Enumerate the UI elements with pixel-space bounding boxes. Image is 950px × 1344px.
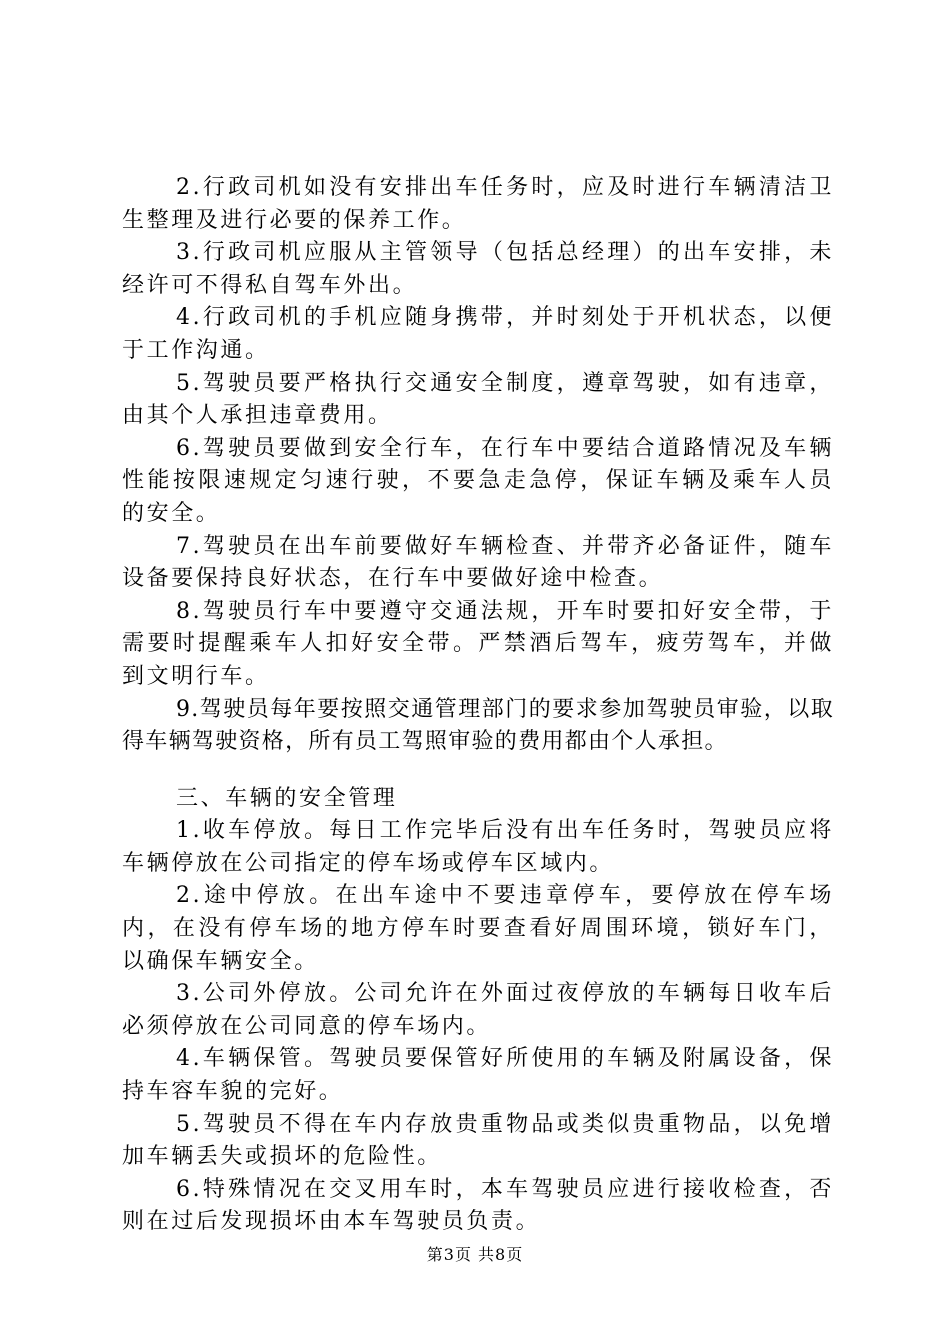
section-three-item-2: 2.途中停放。在出车途中不要违章停车，要停放在停车场内，在没有停车场的地方停车时要查看好周围环境，锁好车门，以确保车辆安全。 bbox=[122, 883, 834, 974]
section-three-item-6: 6.特殊情况在交叉用车时，本车驾驶员应进行接收检查，否则在过后发现损坏由本车驾驶员负责。 bbox=[122, 1176, 834, 1235]
section-three-item-5: 5.驾驶员不得在车内存放贵重物品或类似贵重物品，以免增加车辆丢失或损坏的危险性。 bbox=[122, 1111, 834, 1170]
section-gap bbox=[122, 759, 834, 783]
section-two-item-7: 7.驾驶员在出车前要做好车辆检查、并带齐必备证件，随车设备要保持良好状态，在行车中要做好途中检查。 bbox=[122, 533, 834, 592]
section-two-item-2: 2.行政司机如没有安排出车任务时，应及时进行车辆清洁卫生整理及进行必要的保养工作。 bbox=[122, 175, 834, 233]
page-number-footer: 第3页 共8页 bbox=[426, 1245, 524, 1264]
section-two-item-6: 6.驾驶员要做到安全行车，在行车中要结合道路情况及车辆性能按限速规定匀速行驶，不要急走急停，保证车辆及乘车人员的安全。 bbox=[122, 435, 834, 526]
section-two-item-5: 5.驾驶员要严格执行交通安全制度，遵章驾驶，如有违章，由其个人承担违章费用。 bbox=[122, 370, 834, 429]
section-two-item-8: 8.驾驶员行车中要遵守交通法规，开车时要扣好安全带，于需要时提醒乘车人扣好安全带。严禁酒后驾车，疲劳驾车，并做到文明行车。 bbox=[122, 598, 834, 689]
section-two-item-9: 9.驾驶员每年要按照交通管理部门的要求参加驾驶员审验，以取得车辆驾驶资格，所有员工驾照审验的费用都由个人承担。 bbox=[122, 696, 834, 755]
section-two-item-3: 3.行政司机应服从主管领导（包括总经理）的出车安排，未经许可不得私自驾车外出。 bbox=[122, 240, 834, 298]
section-two-item-4: 4.行政司机的手机应随身携带，并时刻处于开机状态，以便于工作沟通。 bbox=[122, 305, 834, 363]
section-three-heading: 三、车辆的安全管理 bbox=[176, 785, 398, 811]
section-three-item-3: 3.公司外停放。公司允许在外面过夜停放的车辆每日收车后必须停放在公司同意的停车场内。 bbox=[122, 981, 834, 1039]
section-three-item-4: 4.车辆保管。驾驶员要保管好所使用的车辆及附属设备，保持车容车貌的完好。 bbox=[122, 1046, 834, 1105]
document-body bbox=[122, 172, 834, 1239]
section-three-item-1: 1.收车停放。每日工作完毕后没有出车任务时，驾驶员应将车辆停放在公司指定的停车场或停车区域内。 bbox=[122, 818, 834, 876]
